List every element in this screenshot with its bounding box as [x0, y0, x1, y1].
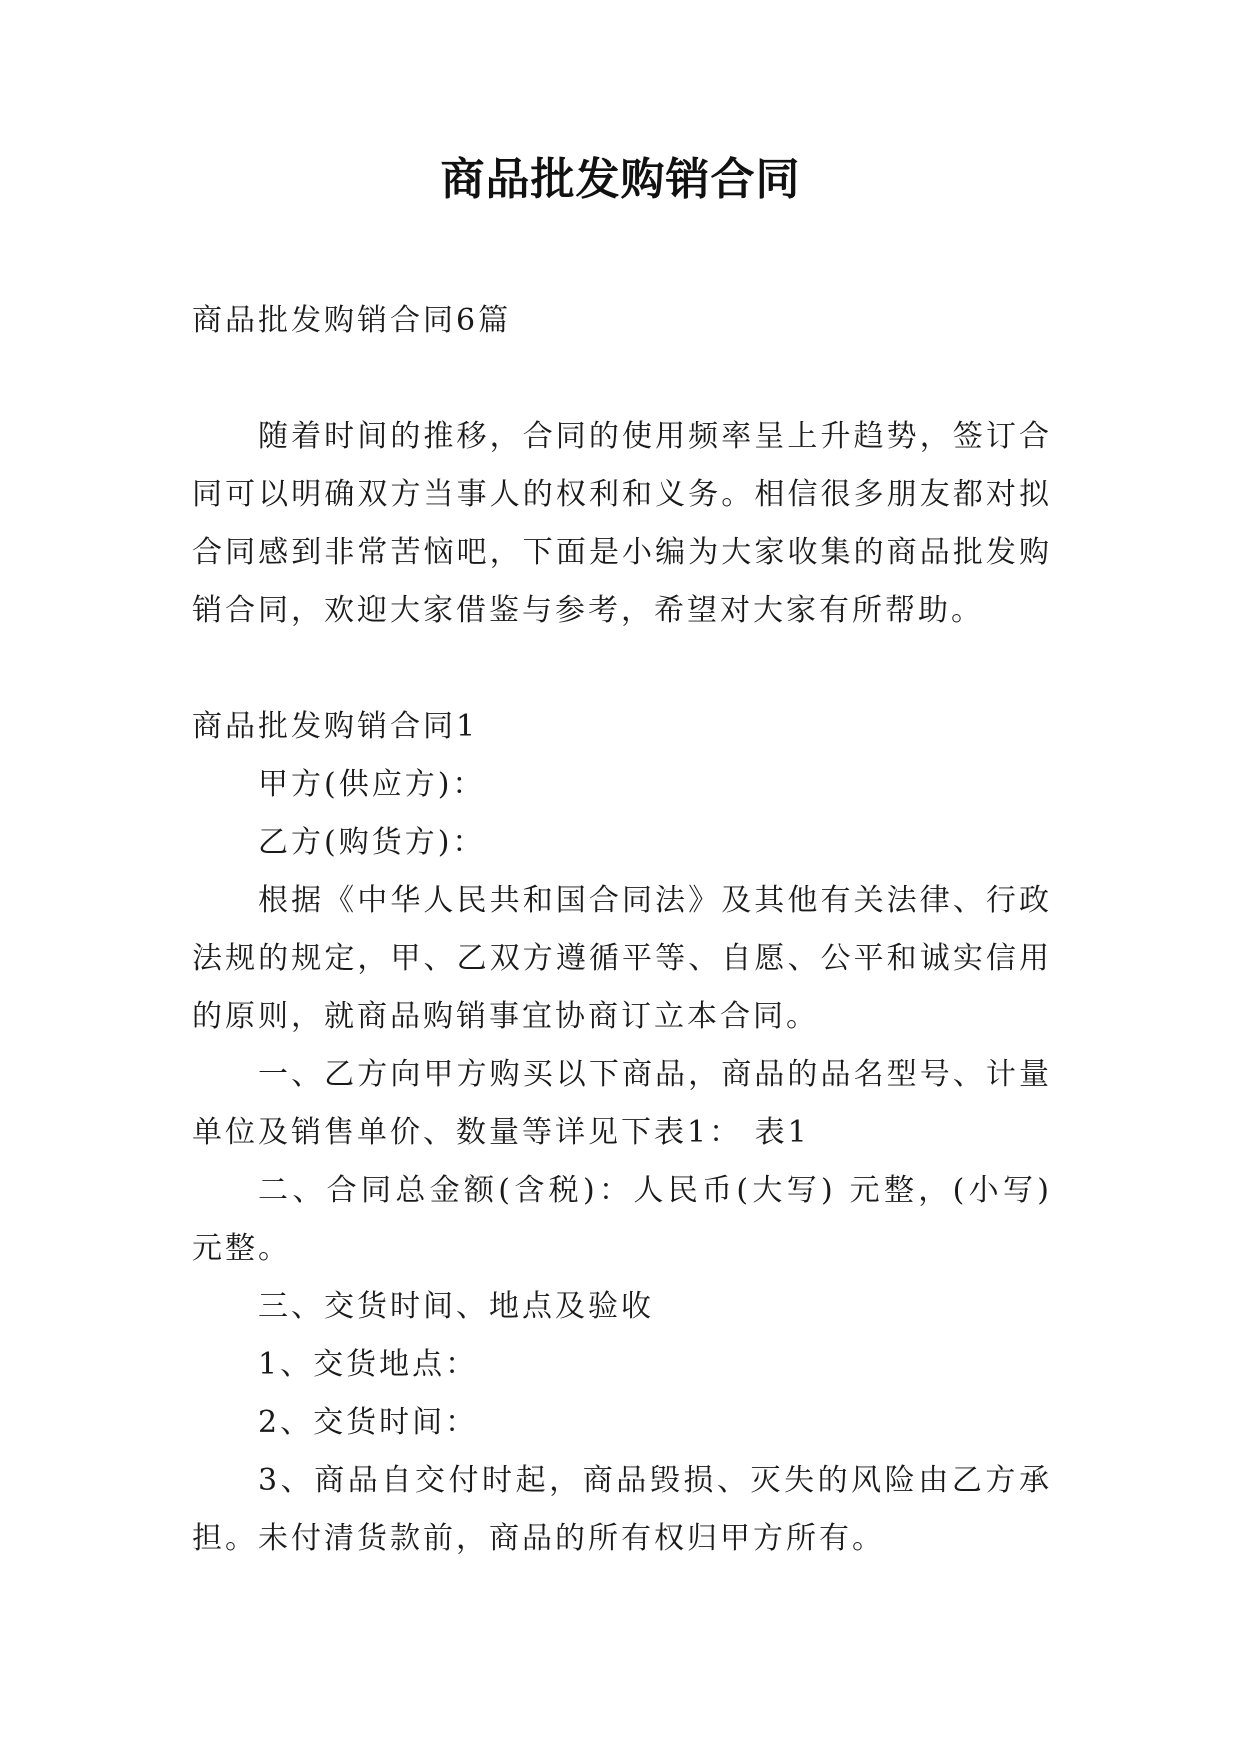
- document-title: 商品批发购销合同: [440, 154, 801, 205]
- intro-paragraph: 随着时间的推移，合同的使用频率呈上升趋势，签订合同可以明确双方当事人的权利和义务。相信很多朋友都对拟合同感到非常苦恼吧，下面是小编为大家收集的商品批发购销合同，欢迎大家借鉴与参考，希望对大家有所帮助。: [192, 419, 1052, 628]
- party-b-line: 乙方(购货方)：: [258, 825, 486, 860]
- clause-3-item-3: 3、商品自交付时起，商品毁损、灭失的风险由乙方承担。未付清货款前，商品的所有权归甲方所有。: [192, 1463, 1052, 1556]
- party-a-line: 甲方(供应方)：: [258, 767, 486, 802]
- clause-3-heading: 三、交货时间、地点及验收: [258, 1289, 654, 1324]
- document-subtitle: 商品批发购销合同6篇: [192, 303, 512, 338]
- preamble-paragraph: 根据《中华人民共和国合同法》及其他有关法律、行政法规的规定，甲、乙双方遵循平等、自愿、公平和诚实信用的原则，就商品购销事宜协商订立本合同。: [192, 883, 1052, 1034]
- clause-3-item-2: 2、交货时间：: [258, 1405, 479, 1440]
- section-heading: 商品批发购销合同1: [192, 709, 479, 744]
- spacer: [192, 350, 1052, 408]
- clause-1: 一、乙方向甲方购买以下商品，商品的品名型号、计量单位及销售单价、数量等详见下表1： 表1: [192, 1057, 1052, 1150]
- document-body: [192, 292, 1052, 1568]
- spacer: [192, 640, 1052, 698]
- clause-3-item-1: 1、交货地点：: [258, 1347, 479, 1382]
- clause-2: 二、合同总金额(含税)：人民币(大写) 元整，(小写) 元整。: [192, 1173, 1052, 1266]
